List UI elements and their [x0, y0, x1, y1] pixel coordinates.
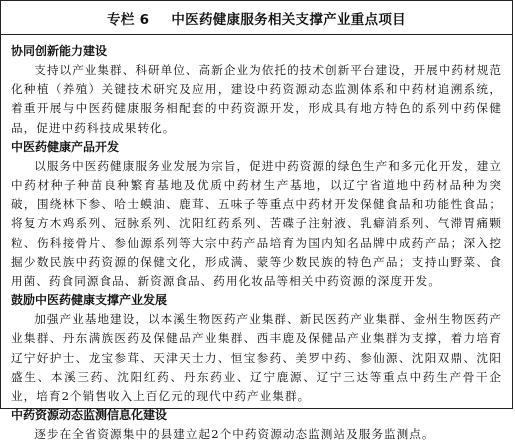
box-content	[1, 35, 512, 444]
section-supporting-industry	[11, 291, 502, 406]
section-body: 以服务中医药健康服务业发展为宗旨，促进中药资源的绿色生产和多元化开发，建立中药材种子种苗良种繁育基地及优质中药材生产基地，以辽宁省道地中药材品种为突破，围绕林下参、哈士蟆油、鹿茸、五味子等重点中药材开发保健食品和功能性食品；将复方木鸡系列、冠脉系列、沈阳红药系列、苦碟子注射液、乳癖消系列、气滞胃痛颗粒、伤科接骨片、参仙源系列等大宗中药产品培育为国内知名品牌中成药产品；深入挖掘少数民族中药资源的保健文化，形成满、蒙等少数民族的特色产品；支持山野菜、食用菌、药食同源食品、新资源食品、药用化妆品等相关中药资源的深度开发。	[11, 158, 503, 289]
section-heading: 协同创新能力建设	[11, 44, 108, 58]
section-body: 加强产业基地建设，以本溪生物医药产业集群、新民医药产业集群、金州生物医药产业集群、丹东满族医药及保健品产业集群、西丰鹿及保健品产业集群为支撑，着力培育辽宁好护士、龙宝参茸、天津天士力、恒宝参药、美罗中药、参仙源、沈阳双鼎、沈阳盛生、本溪三药、沈阳红药、丹东药业、辽宁鹿源、辽宁三达等重点中药生产骨干企业，培育2个销售收入上百亿元的现代中药产业集群。	[11, 312, 503, 404]
section-heading: 中医药健康产品开发	[11, 139, 120, 154]
section-heading: 中药资源动态监测信息化建设	[11, 408, 168, 423]
section-innovation	[11, 42, 502, 138]
section-body: 支持以产业集群、科研单位、高新企业为依托的技术创新平台建设，开展中药材规范化种植（养殖）关键技术研究及应用，建设中药资源动态监测体系和中药材追溯系统，着重开展与中医药健康服务相配套的中药资源开发，形成具有地方特色的系列中药保健品，促进中药科技成果转化。	[11, 63, 503, 135]
box-title-bar	[1, 1, 512, 35]
section-product-development	[11, 138, 502, 291]
section-body: 逐步在全省资源集中的县建立起2个中药资源动态监测站及服务监测点。	[34, 427, 435, 442]
box-label: 专栏 6	[107, 11, 150, 28]
section-heading: 鼓励中医药健康支撑产业发展	[11, 293, 168, 308]
section-resource-monitoring	[11, 406, 502, 444]
box-title: 中医药健康服务相关支撑产业重点项目	[171, 11, 406, 28]
